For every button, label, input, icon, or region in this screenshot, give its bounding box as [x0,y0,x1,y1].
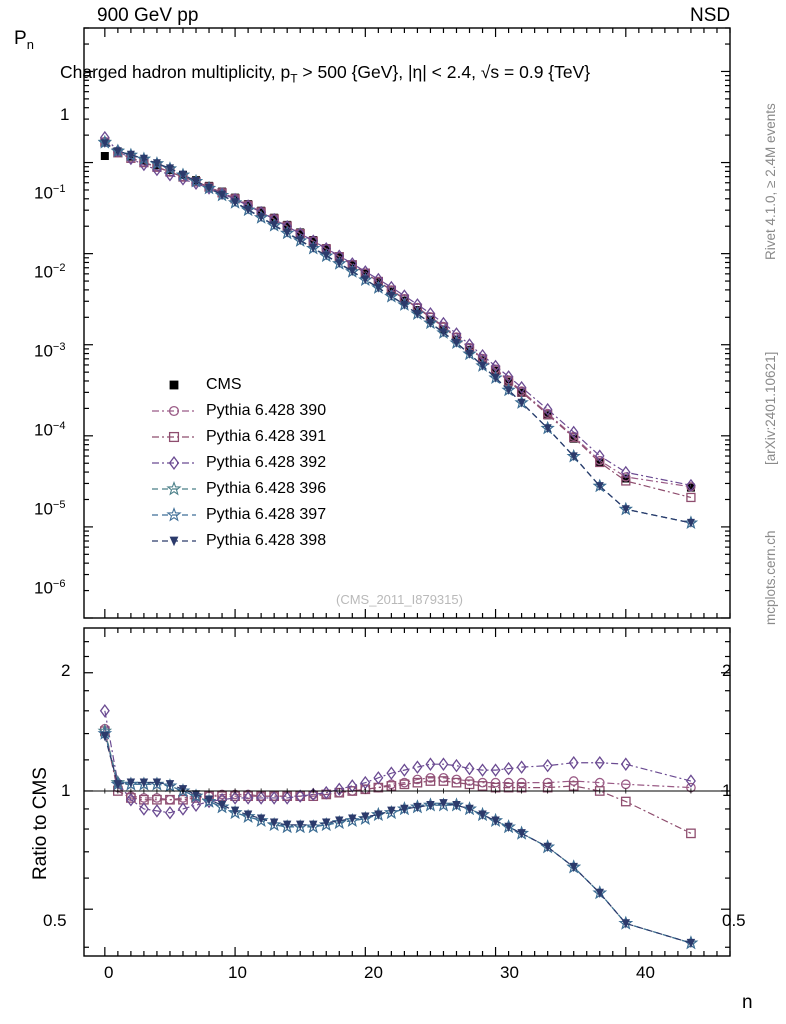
ytick-bot-right-2: 2 [722,661,732,680]
data-marker [348,780,356,791]
xtick-30: 30 [500,963,519,982]
ytick-bot-right-05: 0.5 [722,911,746,930]
legend-swatch [150,506,198,524]
ytick-bot-left-1: 1 [61,781,71,800]
ytick-top-5: $10^{-5}$ [34,499,66,519]
y-axis-label-bottom: Ratio to CMS [30,767,51,880]
header-left: 900 GeV pp [97,5,199,26]
header-right: NSD [690,5,731,26]
series-line [105,736,691,943]
legend-swatch [150,480,198,498]
legend-label: CMS [206,376,242,393]
data-marker [170,381,179,390]
legend-swatch [150,376,198,394]
legend [150,372,326,554]
ytick-top-1: $10^{-1}$ [34,183,66,203]
x-axis-label: n [742,992,753,1013]
legend-item [150,450,326,476]
legend-item [150,476,326,502]
legend-item [150,398,326,424]
legend-item [150,528,326,554]
legend-item [150,372,326,398]
ytick-top-3: $10^{-3}$ [34,341,66,361]
xtick-40: 40 [636,963,655,982]
xtick-10: 10 [228,963,247,982]
legend-label: Pythia 6.428 397 [206,506,327,523]
legend-item [150,424,326,450]
analysis-id-watermark: (CMS_2011_I879315) [336,592,463,607]
ytick-top-4: $10^{-4}$ [34,420,66,440]
side-label-rivet: Rivet 4.1.0, ≥ 2.4M events [763,103,778,260]
legend-label: Pythia 6.428 396 [206,480,327,497]
plot-title: Charged hadron multiplicity, $p_T > 500$ {GeV}, |η| < 2.4, √s = 0.9 {TeV} [60,62,591,86]
data-marker [101,152,109,160]
legend-label: Pythia 6.428 398 [206,532,327,549]
ytick-top-0: 1 [60,105,70,124]
xtick-20: 20 [364,963,383,982]
side-label-mcplots: mcplots.cern.ch [763,530,778,625]
bottom-series-group [99,705,697,948]
legend-swatch [150,454,198,472]
legend-label: Pythia 6.428 390 [206,402,327,419]
legend-label: Pythia 6.428 391 [206,428,327,445]
ytick-bot-left-2: 2 [61,661,71,680]
ytick-bot-right-1: 1 [722,781,732,800]
ytick-bot-left-05: 0.5 [43,911,67,930]
ytick-top-6: $10^{-6}$ [34,578,66,598]
legend-swatch [150,428,198,446]
legend-item [150,502,326,528]
xtick-0: 0 [104,963,114,982]
data-marker [101,705,109,716]
side-label-arxiv: [arXiv:2401.10621] [763,351,778,465]
legend-swatch [150,532,198,550]
legend-swatch [150,402,198,420]
legend-label: Pythia 6.428 392 [206,454,327,471]
ytick-top-2: $10^{-2}$ [34,262,66,282]
y-axis-label-top: $P_n$ [14,28,34,52]
